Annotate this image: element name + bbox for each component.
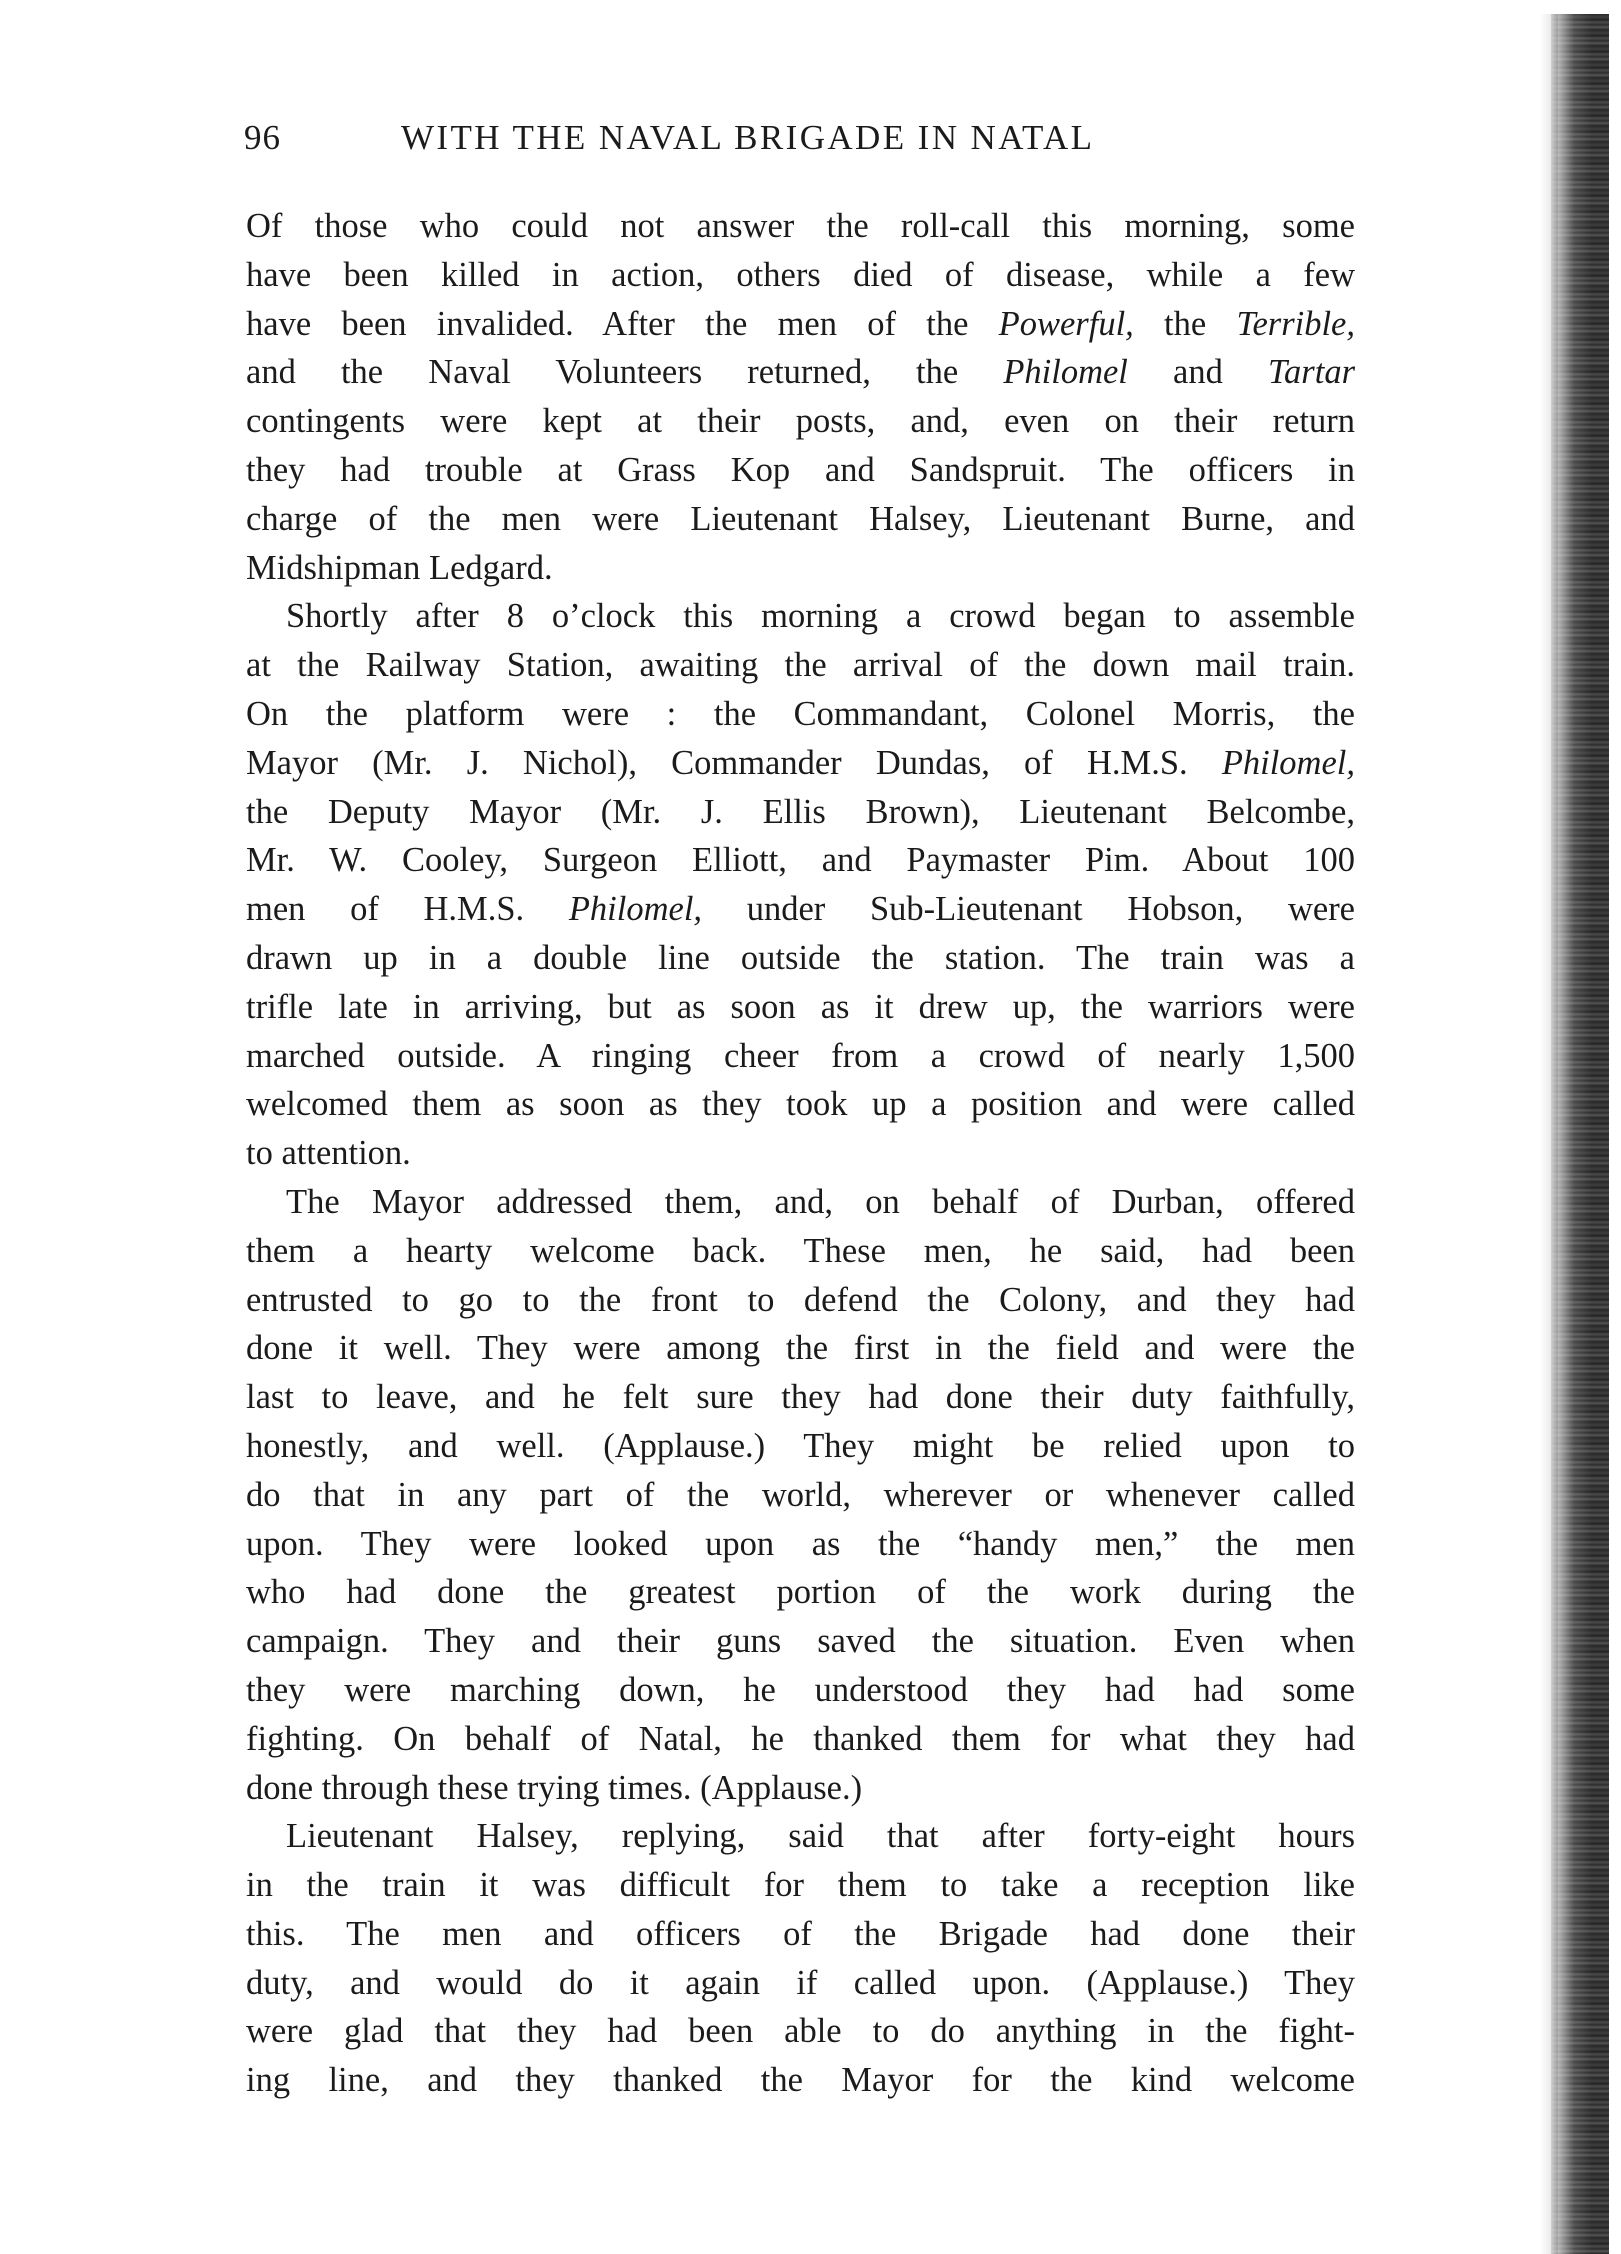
- text-run: charge of the men were Lieutenant Halsey, Lieutenant Burne, and: [246, 499, 1355, 538]
- text-run: at the Railway Station, awaiting the arrival of the down mail train.: [246, 646, 1355, 685]
- text-line: [246, 251, 1355, 300]
- text-line: [246, 348, 1355, 397]
- text-run: drawn up in a double line outside the station. The train was a: [246, 938, 1355, 977]
- text-run: On the platform were : the Commandant, Colonel Morris, the: [246, 694, 1355, 733]
- text-line: [246, 983, 1355, 1032]
- text-run: done it well. They were among the first in the field and were the: [246, 1329, 1355, 1368]
- text-run: ing line, and they thanked the Mayor for the kind welcome: [246, 2061, 1355, 2100]
- text-line: [246, 1861, 1355, 1910]
- text-line: [246, 1617, 1355, 1666]
- italic-text: Philomel: [1003, 353, 1128, 392]
- text-run: and: [1127, 353, 1269, 392]
- text-run: the Deputy Mayor (Mr. J. Ellis Brown), Lieutenant Belcombe,: [246, 792, 1355, 831]
- text-run: contingents were kept at their posts, and, even on their return: [246, 402, 1355, 441]
- text-line: [246, 202, 1355, 251]
- text-line: [246, 1373, 1355, 1422]
- text-run: to attention.: [246, 1134, 411, 1173]
- text-run: last to leave, and he felt sure they had done their duty faithfully,: [246, 1378, 1355, 1417]
- text-run: Mayor (Mr. J. Nichol), Commander Dundas, of H.M.S.: [246, 743, 1222, 782]
- text-run: trifle late in arriving, but as soon as it drew up, the warriors were: [246, 987, 1355, 1026]
- text-run: Of those who could not answer the roll-call this morning, some: [246, 207, 1355, 245]
- text-line: [246, 397, 1355, 446]
- text-run: they were marching down, he understood they had had some: [246, 1670, 1355, 1709]
- text-line: [246, 885, 1355, 934]
- text-line: [246, 836, 1355, 885]
- text-line: [246, 1129, 1355, 1178]
- body-text: [246, 202, 1355, 2105]
- text-run: fighting. On behalf of Natal, he thanked them for what they had: [246, 1719, 1355, 1758]
- text-line: [246, 1032, 1355, 1081]
- italic-text: Tartar: [1268, 353, 1355, 392]
- text-line: [246, 2007, 1355, 2056]
- text-run: upon. They were looked upon as the “handy men,” the men: [246, 1524, 1355, 1563]
- text-line: [246, 1471, 1355, 1520]
- running-head-title: WITH THE NAVAL BRIGADE IN NATAL: [401, 118, 1095, 157]
- running-head: [244, 112, 1344, 164]
- text-run: do that in any part of the world, wherever or whenever called: [246, 1475, 1355, 1514]
- text-line: [246, 1764, 1355, 1813]
- text-line: [246, 934, 1355, 983]
- text-run: marched outside. A ringing cheer from a crowd of nearly 1,500: [246, 1036, 1355, 1075]
- italic-text: Philomel,: [568, 890, 703, 929]
- text-run: Shortly after 8 o’clock this morning a crowd began to assemble: [286, 597, 1355, 636]
- text-line: [246, 1422, 1355, 1471]
- text-run: and the Naval Volunteers returned, the: [246, 353, 1004, 392]
- text-run: Lieutenant Halsey, replying, said that after forty-eight hours: [286, 1817, 1355, 1856]
- text-line: [246, 1227, 1355, 1276]
- text-line: [246, 690, 1355, 739]
- italic-text: Terrible,: [1236, 304, 1355, 343]
- text-run: have been invalided. After the men of the: [246, 304, 999, 343]
- italic-text: Powerful,: [998, 304, 1134, 343]
- text-line: [246, 739, 1355, 788]
- text-line: [246, 300, 1355, 349]
- text-line: [246, 641, 1355, 690]
- text-run: they had trouble at Grass Kop and Sandspruit. The officers in: [246, 450, 1355, 489]
- italic-text: Philomel,: [1221, 743, 1355, 782]
- text-line: [246, 1812, 1355, 1861]
- text-line: [246, 788, 1355, 837]
- text-run: men of H.M.S.: [246, 890, 569, 929]
- text-line: [246, 1959, 1355, 2008]
- text-line: [246, 1520, 1355, 1569]
- text-run: were glad that they had been able to do anything in the fight-: [246, 2012, 1355, 2051]
- text-run: entrusted to go to the front to defend the Colony, and they had: [246, 1280, 1355, 1319]
- text-line: [246, 1910, 1355, 1959]
- text-line: [246, 1276, 1355, 1325]
- text-line: [246, 1666, 1355, 1715]
- text-line: [246, 1178, 1355, 1227]
- text-run: who had done the greatest portion of the work during the: [246, 1573, 1355, 1612]
- text-run: have been killed in action, others died of disease, while a few: [246, 255, 1355, 294]
- text-line: [246, 592, 1355, 641]
- text-line: [246, 1080, 1355, 1129]
- text-run: the: [1133, 304, 1237, 343]
- text-run: this. The men and officers of the Brigade had done their: [246, 1914, 1355, 1953]
- text-run: The Mayor addressed them, and, on behalf of Durban, offered: [286, 1182, 1355, 1221]
- text-line: [246, 1715, 1355, 1764]
- text-run: under Sub-Lieutenant Hobson, were: [702, 890, 1355, 929]
- text-line: [246, 446, 1355, 495]
- text-run: in the train it was difficult for them to take a reception like: [246, 1866, 1355, 1905]
- text-line: [246, 2056, 1355, 2105]
- text-run: honestly, and well. (Applause.) They might be relied upon to: [246, 1426, 1355, 1465]
- text-line: [246, 544, 1355, 593]
- text-run: done through these trying times. (Applause.): [246, 1768, 863, 1807]
- text-run: Mr. W. Cooley, Surgeon Elliott, and Paymaster Pim. About 100: [246, 841, 1355, 880]
- text-run: Midshipman Ledgard.: [246, 548, 553, 587]
- text-line: [246, 495, 1355, 544]
- text-run: campaign. They and their guns saved the situation. Even when: [246, 1622, 1355, 1661]
- text-line: [246, 1568, 1355, 1617]
- page-edge-scan-artifact: [1551, 14, 1609, 2254]
- text-run: welcomed them as soon as they took up a position and were called: [246, 1085, 1355, 1124]
- page-number: 96: [244, 118, 281, 157]
- text-line: [246, 1324, 1355, 1373]
- text-run: duty, and would do it again if called upon. (Applause.) They: [246, 1963, 1355, 2002]
- text-run: them a hearty welcome back. These men, he said, had been: [246, 1231, 1355, 1270]
